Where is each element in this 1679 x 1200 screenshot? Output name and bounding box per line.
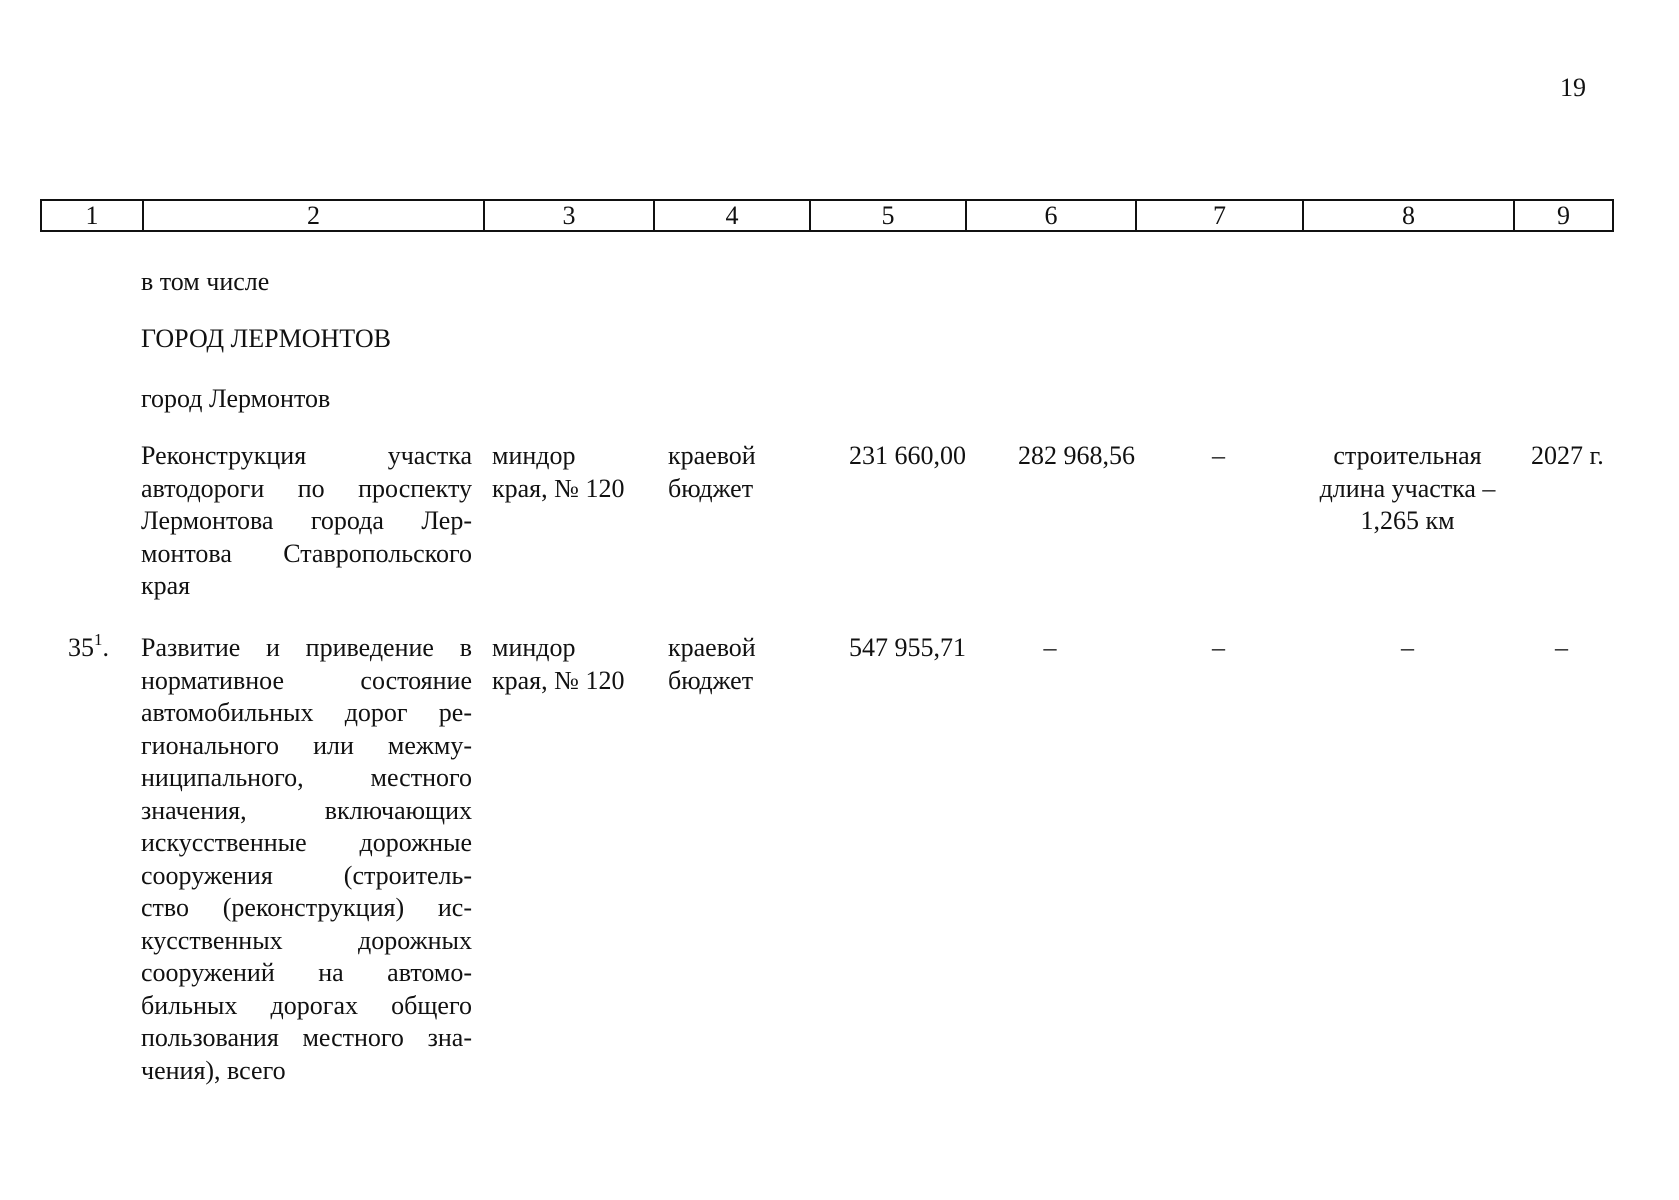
row-a-col8-value — [1302, 440, 1513, 538]
row-b-name-line: нормативное состояние — [141, 665, 472, 695]
including-label: в том числе — [141, 267, 270, 296]
row-a-name-line: края — [141, 571, 191, 600]
row-b-name-line: ство (реконструкция) ис- — [141, 893, 472, 922]
row-b-name — [141, 632, 472, 1087]
column-number-9: 9 — [1557, 201, 1570, 230]
row-b-name-line: значения, включающих — [141, 795, 472, 825]
row-a-col7-value: – — [1212, 441, 1225, 470]
city-heading-lower: город Лермонтов — [141, 384, 331, 413]
row-b-source-line: краевой — [668, 633, 756, 662]
row-b-name-line: сооружений на автомо- — [141, 958, 472, 987]
row-b-executor-line: миндор — [492, 633, 576, 662]
row-b-name-line: автомобильных дорог ре- — [141, 698, 472, 727]
row-a-col9-value: 2027 г. — [1531, 441, 1604, 470]
column-number-8: 8 — [1304, 201, 1515, 230]
column-number-2: 2 — [144, 201, 485, 230]
page-number: 19 — [1560, 73, 1586, 102]
row-b-col7-value: – — [1212, 633, 1225, 662]
row-a-col5-value: 231 660,00 — [849, 441, 966, 470]
row-b-name-line: кусственных дорожных — [141, 925, 472, 955]
row-b-name-line: сооружения (строитель- — [141, 860, 472, 890]
row-a-executor-line: края, № 120 — [492, 473, 625, 503]
row-b-name-line: искусственные дорожные — [141, 828, 472, 857]
row-b-number — [68, 632, 109, 665]
row-b-number-suffix: . — [102, 633, 109, 662]
row-a-funding-source — [668, 440, 756, 505]
column-number-5: 5 — [811, 201, 967, 230]
row-b-number-superscript: 1 — [94, 630, 103, 649]
column-number-3: 3 — [485, 201, 655, 230]
column-number-7: 7 — [1137, 201, 1304, 230]
column-number-4: 4 — [655, 201, 811, 230]
column-number-header — [40, 199, 1614, 232]
row-b-col9-value: – — [1555, 633, 1568, 662]
row-b-name-line: чения), всего — [141, 1055, 286, 1085]
row-b-executor-line: края, № 120 — [492, 665, 625, 695]
row-a-name-line: Лермонтова города Лер- — [141, 506, 472, 535]
row-a-name-line: автодороги по проспекту — [141, 473, 472, 503]
row-b-name-line: Развитие и приведение в — [141, 633, 472, 662]
row-b-executor — [492, 632, 624, 697]
row-a-executor-line: миндор — [492, 441, 576, 470]
row-a-col8-line: 1,265 км — [1360, 506, 1455, 535]
row-a-col8-line: длина участка – — [1319, 473, 1496, 503]
row-b-name-line: гионального или межму- — [141, 730, 472, 760]
column-number-1: 1 — [42, 201, 144, 230]
row-a-col8-line: строительная — [1333, 441, 1482, 470]
row-b-name-line: пользования местного зна- — [141, 1023, 472, 1052]
row-b-number-main: 35 — [68, 633, 94, 662]
row-a-executor — [492, 440, 624, 505]
row-b-name-line: ниципального, местного — [141, 763, 472, 792]
row-a-source-line: бюджет — [668, 473, 754, 503]
row-b-col6-value: – — [1043, 633, 1057, 662]
row-b-col8-value: – — [1401, 633, 1414, 662]
city-heading-upper: ГОРОД ЛЕРМОНТОВ — [141, 324, 391, 353]
row-a-name-line: монтова Ставропольского — [141, 538, 472, 568]
row-b-funding-source — [668, 632, 756, 697]
row-a-col6-value: 282 968,56 — [1018, 441, 1135, 470]
row-b-col5-value: 547 955,71 — [849, 633, 966, 662]
row-b-name-line: бильных дорогах общего — [141, 990, 472, 1020]
column-number-6: 6 — [967, 201, 1137, 230]
row-b-source-line: бюджет — [668, 665, 754, 695]
row-a-name-line: Реконструкция участка — [141, 441, 472, 470]
row-a-source-line: краевой — [668, 441, 756, 470]
row-a-name — [141, 440, 472, 603]
